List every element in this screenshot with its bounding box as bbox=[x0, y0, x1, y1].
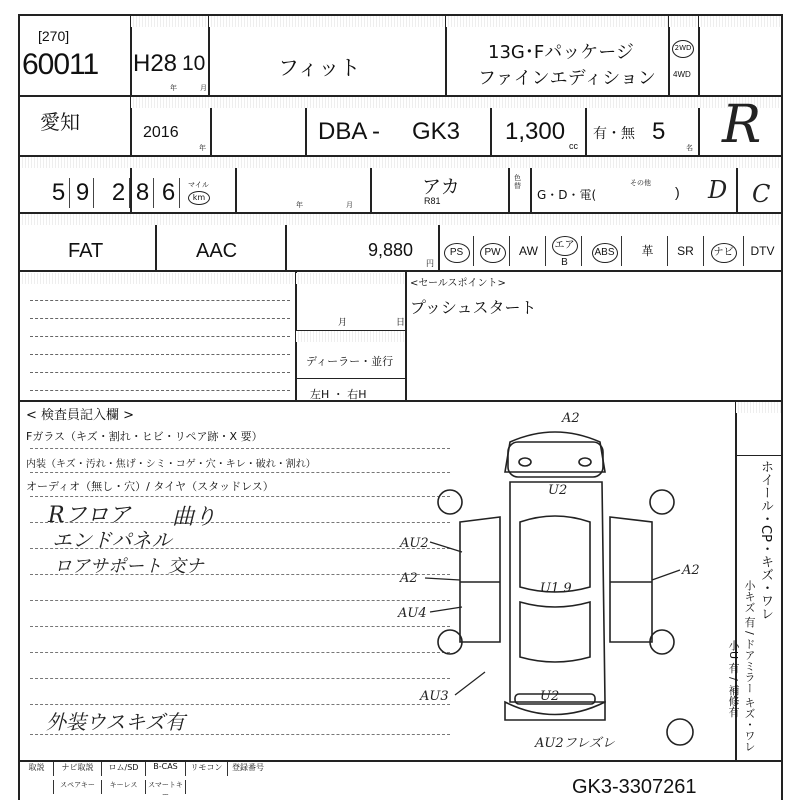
hdr-row4 bbox=[20, 214, 781, 225]
aircon: AAC bbox=[196, 240, 238, 262]
equip-abs: ABS bbox=[588, 236, 622, 266]
hdr-eval bbox=[699, 16, 781, 27]
hdr-car-name bbox=[209, 16, 445, 27]
yes-no: 有・無 bbox=[593, 126, 635, 142]
caution-line-2 bbox=[30, 318, 290, 319]
color-change: G・D・電( bbox=[537, 188, 597, 202]
caution-line-5 bbox=[30, 372, 290, 373]
hdr-caution bbox=[20, 273, 295, 284]
odo-digit-2: 9 bbox=[72, 178, 94, 208]
dealer-parallel: ディーラー・並行 bbox=[306, 355, 394, 368]
model-code: GK3 bbox=[412, 118, 461, 145]
year-label: 年 bbox=[170, 85, 177, 92]
hdr-row2 bbox=[131, 97, 781, 108]
caution-line-3 bbox=[30, 336, 290, 337]
seat-unit: 名 bbox=[686, 145, 693, 152]
equip-airbag: エアB bbox=[548, 236, 582, 266]
note-end-panel: エンドパネル bbox=[52, 528, 172, 552]
odo-digit-4: 8 bbox=[132, 178, 154, 208]
displacement-unit: cc bbox=[569, 141, 578, 151]
displacement: 1,300 bbox=[505, 118, 566, 145]
diag-label-1: A2 bbox=[562, 411, 580, 426]
ins-line-7 bbox=[30, 600, 450, 601]
recycle-unit: 円 bbox=[426, 259, 434, 268]
vsep-5 bbox=[698, 14, 700, 155]
ins-line-8 bbox=[30, 626, 450, 627]
hsep-remarks-2 bbox=[295, 378, 405, 379]
footer-smart-key: スマートキー bbox=[146, 780, 186, 794]
footer-h6: 登録番号 bbox=[232, 763, 264, 772]
drive-4wd: 4WD bbox=[673, 70, 691, 79]
car-name: フィット bbox=[278, 56, 361, 80]
note-lower-support: ロアサポート 交ナ bbox=[54, 556, 204, 577]
caution-line-4 bbox=[30, 354, 290, 355]
footer-row2 bbox=[20, 780, 340, 799]
lot-bracket: [270] bbox=[38, 28, 70, 44]
footer-header-row bbox=[20, 762, 340, 776]
equip-aw: AW bbox=[512, 236, 546, 266]
color-code: R81 bbox=[424, 196, 441, 206]
lot-number: 60011 bbox=[22, 48, 99, 81]
equip-dtv: DTV bbox=[750, 244, 775, 258]
period-day: 日 bbox=[396, 317, 406, 327]
odo-unit-mile: マイル bbox=[188, 182, 209, 189]
diag-label-5: AU4 bbox=[398, 606, 427, 621]
option-wheel-text: ホイール・CP・キズ・ワレ bbox=[758, 460, 773, 620]
odo-digit-1: 5 bbox=[48, 178, 70, 208]
hdr-first-reg bbox=[131, 16, 208, 27]
hdr-period bbox=[296, 273, 405, 284]
caution-line-1 bbox=[30, 300, 290, 301]
sales-point: プッシュスタート bbox=[410, 298, 537, 317]
interior-line: 内装（キズ・汚れ・焦げ・シミ・コゲ・穴・キレ・破れ・割れ） bbox=[26, 459, 316, 470]
sales-point-title: <セールスポイント> bbox=[410, 278, 506, 289]
ins-line-11 bbox=[30, 704, 450, 705]
exterior-grade-mark: C bbox=[752, 180, 771, 208]
caution-line-6 bbox=[30, 390, 290, 391]
odo-digit-3: 2 bbox=[108, 178, 130, 208]
audio-line: オーディオ（無し・穴）/ タイヤ（スタッドレス） bbox=[26, 480, 274, 493]
footer-h5: リモコン bbox=[186, 762, 228, 776]
chassis-number: GK3-3307261 bbox=[572, 776, 697, 798]
note-exterior: 外装ウスキズ有 bbox=[46, 710, 185, 734]
grade-line2: ファインエディション bbox=[478, 68, 656, 89]
diag-label-2: U2 bbox=[548, 483, 568, 498]
glass-line: Fガラス（キズ・割れ・ヒビ・リペア跡・X 要） bbox=[26, 430, 263, 443]
footer-h1: 取説 bbox=[20, 762, 54, 776]
first-reg-month: 10 bbox=[182, 52, 206, 75]
handwritten-grade: R bbox=[722, 95, 762, 155]
seats: 5 bbox=[652, 118, 666, 145]
vehicle-year-label: 年 bbox=[296, 202, 303, 209]
hdr-row3 bbox=[20, 157, 781, 168]
option-mirror-text: 小キズ 有 / ドアミラー キズ・ワレ bbox=[743, 580, 756, 752]
color-change-label: 色 替 bbox=[514, 175, 521, 190]
equip-ps: PS bbox=[440, 236, 474, 266]
color-name: アカ bbox=[422, 176, 460, 198]
equip-leather: 革 bbox=[628, 236, 668, 266]
color-change-other: その他 bbox=[630, 180, 651, 187]
ins-line-1 bbox=[30, 448, 450, 449]
diag-label-4: A2 bbox=[400, 571, 418, 586]
diag-label-8: AU3 bbox=[420, 689, 449, 704]
drive-2wd-circle: 2WD bbox=[672, 40, 694, 58]
hdr-option bbox=[736, 402, 781, 413]
diag-label-10: AU2フレズレ bbox=[535, 736, 615, 751]
footer-spare-key: スペアキー bbox=[54, 780, 102, 794]
vehicle-month-label: 月 bbox=[346, 202, 353, 209]
model-prefix: DBA bbox=[318, 118, 368, 145]
ins-line-2 bbox=[30, 472, 450, 473]
option-repair-text: 小U 有 / 補修有 bbox=[727, 640, 740, 718]
footer-h3: ロム/SD bbox=[102, 762, 146, 776]
month-label: 月 bbox=[200, 85, 207, 92]
hdr-drive bbox=[669, 16, 698, 27]
period-month: 月 bbox=[338, 317, 348, 327]
model-dash: - bbox=[372, 118, 380, 145]
hdr-grade bbox=[446, 16, 668, 27]
diag-label-3: AU2 bbox=[400, 536, 429, 551]
frame-left bbox=[18, 14, 20, 800]
sep-row4 bbox=[18, 270, 782, 272]
transmission: FAT bbox=[68, 240, 104, 262]
hdr-import bbox=[296, 331, 405, 342]
footer-keyless: キーレス bbox=[102, 780, 146, 794]
hsep-diagram-right bbox=[735, 455, 782, 456]
frame-right bbox=[781, 14, 783, 800]
diag-label-6: U1 9 bbox=[540, 581, 572, 596]
note-bent: 曲り bbox=[172, 505, 217, 530]
model-year: 2016 bbox=[143, 124, 179, 141]
grade-line1: 13G･Fパッケージ bbox=[488, 42, 634, 63]
equip-navi: ナビ bbox=[704, 236, 744, 266]
vsep-remarks-2 bbox=[405, 271, 407, 401]
equip-pw: PW bbox=[476, 236, 510, 266]
first-reg-era: H28 bbox=[133, 50, 178, 77]
ins-line-10 bbox=[30, 678, 450, 679]
equip-sunroof: SR bbox=[668, 236, 704, 266]
inspector-title: < 検査員記入欄 > bbox=[26, 408, 135, 423]
footer-h4: B-CAS bbox=[146, 762, 186, 776]
area-name: 愛知 bbox=[40, 110, 80, 134]
color-change-close: ) bbox=[675, 184, 680, 200]
footer-h2: ナビ取説 bbox=[54, 762, 102, 776]
odo-digit-5: 6 bbox=[158, 178, 180, 208]
model-year-suffix: 年 bbox=[199, 145, 206, 152]
car-damage-diagram bbox=[390, 402, 735, 760]
interior-grade-mark: D bbox=[708, 176, 728, 204]
diag-label-7: A2 bbox=[682, 563, 700, 578]
ins-line-9 bbox=[30, 652, 450, 653]
note-rear-floor: Rフロア bbox=[48, 503, 131, 528]
ins-line-3 bbox=[30, 496, 450, 497]
diag-label-9: U2 bbox=[540, 689, 560, 704]
recycle-fee: 9,880 bbox=[368, 240, 414, 260]
odo-unit-km: km bbox=[188, 191, 210, 205]
steering-side: 左H ・ 右H bbox=[310, 388, 367, 401]
